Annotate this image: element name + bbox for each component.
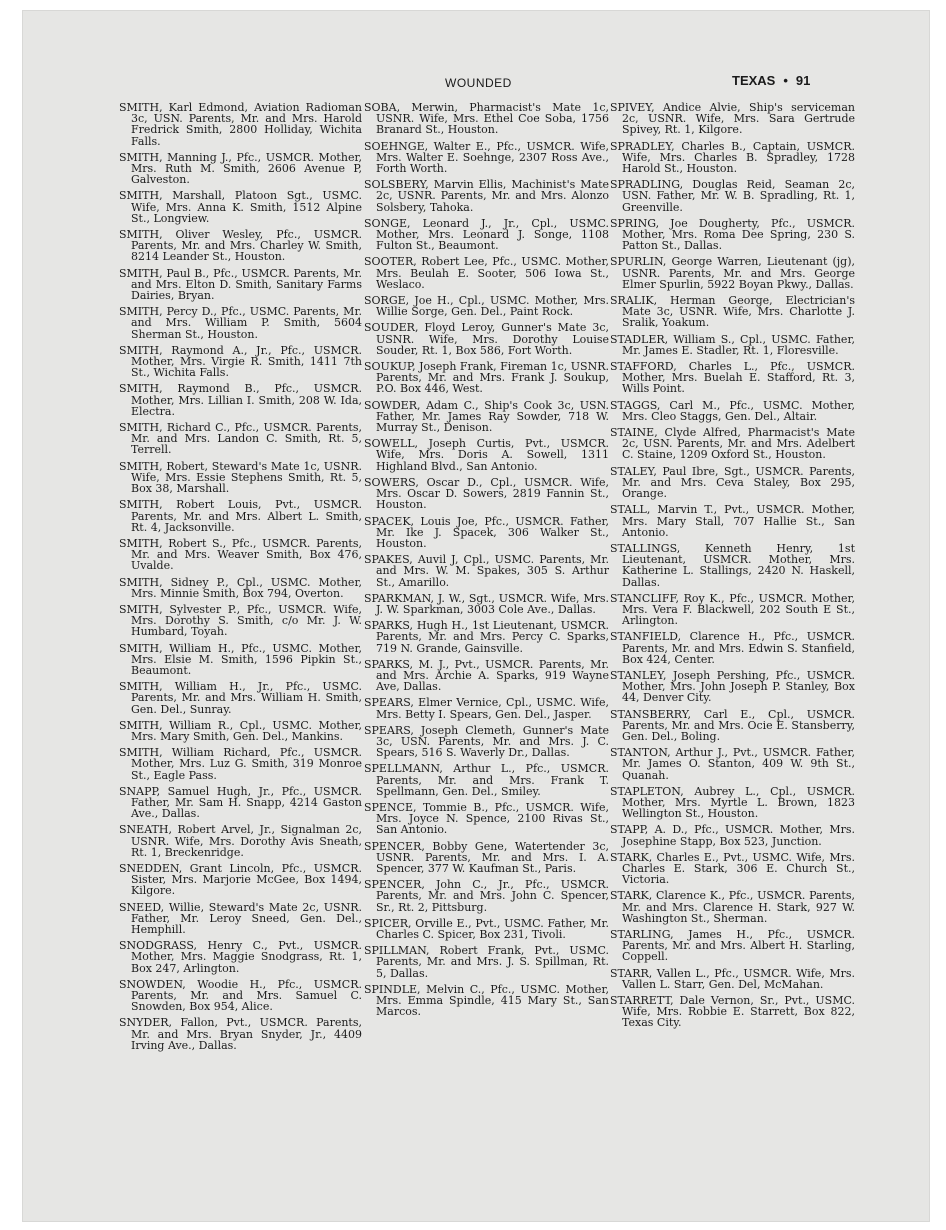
casualty-entry: SPIVEY, Andice Alvie, Ship's serviceman 2c, USNR. Wife, Mrs. Sara Gertrude Spivey, Rt. 1, Kilgore. [610,101,855,137]
casualty-entry: SNODGRASS, Henry C., Pvt., USMCR. Mother, Mrs. Maggie Snodgrass, Rt. 1, Box 247, Arlington. [119,939,362,975]
casualty-entry: SNYDER, Fallon, Pvt., USMCR. Parents, Mr. and Mrs. Bryan Snyder, Jr., 4409 Irving Ave., Dallas. [119,1016,362,1052]
casualty-entry: SMITH, Richard C., Pfc., USMCR. Parents, Mr. and Mrs. Landon C. Smith, Rt. 5, Terrell. [119,421,362,457]
casualty-entry: SMITH, William H., Pfc., USMC. Mother, Mrs. Elsie M. Smith, 1596 Pipkin St., Beaumont. [119,641,362,677]
page-number: 91 [795,73,811,88]
casualty-entry: STARR, Vallen L., Pfc., USMCR. Wife, Mrs. Vallen L. Starr, Gen. Del, McMahan. [610,966,855,991]
casualty-entry: SNEDDEN, Grant Lincoln, Pfc., USMCR. Sister, Mrs. Marjorie McGee, Box 1494, Kilgore. [119,861,362,898]
casualty-entry: SPEARS, Elmer Vernice, Cpl., USMC. Wife, Mrs. Betty I. Spears, Gen. Del., Jasper. [364,696,609,721]
casualty-entry: STANTON, Arthur J., Pvt., USMCR. Father, Mr. James O. Stanton, 409 W. 9th St., Quanah. [610,746,855,782]
casualty-entry: STANSBERRY, Carl E., Cpl., USMCR. Parents, Mr. and Mrs. Ocie E. Stansberry, Gen. Del., Boling. [610,707,855,743]
casualty-entry: SMITH, William H., Jr., Pfc., USMC. Parents, Mr. and Mrs. William H. Smith, Gen. Del., Sunray. [119,680,362,716]
casualty-entry: SMITH, Robert, Steward's Mate 1c, USNR. Wife, Mrs. Essie Stephens Smith, Rt. 5, Box 38, Marshall. [119,459,362,496]
casualty-entry: SPARKS, M. J., Pvt., USMCR. Parents, Mr. and Mrs. Archie A. Sparks, 919 Wayne Ave, Dallas. [364,657,609,694]
casualty-entry: STANFIELD, Clarence H., Pfc., USMCR. Parents, Mr. and Mrs. Edwin S. Stanfield, Box 424, Center. [610,630,855,666]
document-page [22,10,930,1222]
section-heading: WOUNDED [445,76,512,90]
casualty-entry: SOUKUP, Joseph Frank, Fireman 1c, USNR. Parents, Mr. and Mrs. Frank J. Soukup, P.O. Box 446, West. [364,360,609,396]
casualty-entry: STAGGS, Carl M., Pfc., USMC. Mother, Mrs. Cleo Staggs, Gen. Del., Altair. [610,398,855,423]
casualty-entry: SPURLIN, George Warren, Lieutenant (jg), USNR. Parents, Mr. and Mrs. George Elmer Spurlin, 5922 Boyan Pkwy., Dallas. [610,255,855,291]
casualty-entry: STAINE, Clyde Alfred, Pharmacist's Mate 2c, USN. Parents, Mr. and Mrs. Adelbert C. Staine, 1209 Oxford St., Houston. [610,426,855,462]
casualty-entry: STAPLETON, Aubrey L., Cpl., USMCR. Mother, Mrs. Myrtle L. Brown, 1823 Wellington St., Houston. [610,784,855,821]
casualty-entry: SNEATH, Robert Arvel, Jr., Signalman 2c, USNR. Wife, Mrs. Dorothy Avis Sneath, Rt. 1, Breckenridge. [119,823,362,859]
casualty-entry: STALLINGS, Kenneth Henry, 1st Lieutenant, USMCR. Mother, Mrs. Katherine L. Stallings, 2420 N. Haskell, Dallas. [610,541,855,589]
casualty-entry: SOUDER, Floyd Leroy, Gunner's Mate 3c, USNR. Wife, Mrs. Dorothy Louise Souder, Rt. 1, Box 586, Fort Worth. [364,321,609,357]
casualty-entry: STARK, Clarence K., Pfc., USMCR. Parents, Mr. and Mrs. Clarence H. Stark, 927 W. Washington St., Sherman. [610,889,855,925]
casualty-entry: SPARKS, Hugh H., 1st Lieutenant, USMCR. Parents, Mr. and Mrs. Percy C. Sparks, 719 N. Grande, Gainsville. [364,619,609,655]
casualty-entry: SMITH, Robert Louis, Pvt., USMCR. Parents, Mr. and Mrs. Albert L. Smith, Rt. 4, Jacksonville. [119,498,362,534]
casualty-entry: SNEED, Willie, Steward's Mate 2c, USNR. Father, Mr. Leroy Sneed, Gen. Del., Hemphill. [119,900,362,936]
casualty-entry: STARLING, James H., Pfc., USMCR. Parents, Mr. and Mrs. Albert H. Starling, Coppell. [610,928,855,964]
casualty-entry: SMITH, Raymond A., Jr., Pfc., USMCR. Mother, Mrs. Virgie R. Smith, 1411 7th St., Wichita Falls. [119,343,362,380]
casualty-entry: SMITH, Paul B., Pfc., USMCR. Parents, Mr. and Mrs. Elton D. Smith, Sanitary Farms Dairies, Bryan. [119,266,362,303]
casualty-entry: SMITH, William Richard, Pfc., USMCR. Mother, Mrs. Luz G. Smith, 319 Monroe St., Eagle Pass. [119,746,362,782]
casualty-entry: SNAPP, Samuel Hugh, Jr., Pfc., USMCR. Father, Mr. Sam H. Snapp, 4214 Gaston Ave., Dallas. [119,784,362,821]
column-3 [610,102,855,1034]
casualty-entry: SPINDLE, Melvin C., Pfc., USMC. Mother, Mrs. Emma Spindle, 415 Mary St., San Marcos. [364,982,609,1019]
casualty-entry: SPARKMAN, J. W., Sgt., USMCR. Wife, Mrs. J. W. Sparkman, 3003 Cole Ave., Dallas. [364,591,609,616]
casualty-entry: SPRING, Joe Dougherty, Pfc., USMCR. Mother, Mrs. Roma Dee Spring, 230 S. Patton St., Dallas. [610,216,855,253]
casualty-entry: SORGE, Joe H., Cpl., USMC. Mother, Mrs. Willie Sorge, Gen. Del., Paint Rock. [364,294,609,319]
casualty-entry: SMITH, Robert S., Pfc., USMCR. Parents, Mr. and Mrs. Weaver Smith, Box 476, Uvalde. [119,536,362,573]
casualty-entry: SPRADLING, Douglas Reid, Seaman 2c, USN. Father, Mr. W. B. Spradling, Rt. 1, Greenville. [610,178,855,214]
casualty-entry: SPENCER, Bobby Gene, Watertender 3c, USNR. Parents, Mr. and Mrs. I. A. Spencer, 377 W. Kaufman St., Paris. [364,839,609,875]
casualty-entry: SMITH, Sylvester P., Pfc., USMCR. Wife, Mrs. Dorothy S. Smith, c/o Mr. J. W. Humbard, Toyah. [119,602,362,639]
casualty-entry: SPELLMANN, Arthur L., Pfc., USMCR. Parents, Mr. and Mrs. Frank T. Spellmann, Gen. Del., Smiley. [364,762,609,798]
header-bullet: • [783,73,788,88]
running-header [732,73,810,88]
casualty-entry: SMITH, Oliver Wesley, Pfc., USMCR. Parents, Mr. and Mrs. Charley W. Smith, 8214 Leander St., Houston. [119,228,362,264]
casualty-entry: SPACEK, Louis Joe, Pfc., USMCR. Father, Mr. Ike J. Spacek, 306 Walker St., Houston. [364,514,609,550]
casualty-entry: STAFFORD, Charles L., Pfc., USMCR. Mother, Mrs. Buelah E. Stafford, Rt. 3, Wills Point. [610,360,855,396]
casualty-entry: SPICER, Orville E., Pvt., USMC. Father, Mr. Charles C. Spicer, Box 231, Tivoli. [364,916,609,941]
casualty-entry: STADLER, William S., Cpl., USMC. Father, Mr. James E. Stadler, Rt. 1, Floresville. [610,332,855,357]
state-heading: TEXAS [732,73,776,88]
casualty-entry: SPAKES, Auvil J, Cpl., USMC. Parents, Mr. and Mrs. W. M. Spakes, 305 S. Arthur St., Amarillo. [364,553,609,589]
casualty-entry: STANCLIFF, Roy K., Pfc., USMCR. Mother, Mrs. Vera F. Blackwell, 202 South E St., Arlington. [610,591,855,628]
casualty-entry: SMITH, William R., Cpl., USMC. Mother, Mrs. Mary Smith, Gen. Del., Mankins. [119,718,362,743]
casualty-entry: SPENCER, John C., Jr., Pfc., USMCR. Parents, Mr. and Mrs. John C. Spencer, Sr., Rt. 2, Pittsburg. [364,878,609,914]
casualty-entry: STARK, Charles E., Pvt., USMC. Wife, Mrs. Charles E. Stark, 306 E. Church St., Victoria. [610,850,855,887]
casualty-entry: STALL, Marvin T., Pvt., USMCR. Mother, Mrs. Mary Stall, 707 Hallie St., San Antonio. [610,503,855,539]
casualty-entry: SMITH, Marshall, Platoon Sgt., USMC. Wife, Mrs. Anna K. Smith, 1512 Alpine St., Longview. [119,189,362,225]
casualty-entry: SPENCE, Tommie B., Pfc., USMCR. Wife, Mrs. Joyce N. Spence, 2100 Rivas St., San Antonio. [364,800,609,837]
casualty-entry: SOEHNGE, Walter E., Pfc., USMCR. Wife, Mrs. Walter E. Soehnge, 2307 Ross Ave., Forth Worth. [364,139,609,176]
casualty-entry: SPEARS, Joseph Clemeth, Gunner's Mate 3c, USN. Parents, Mr. and Mrs. J. C. Spears, 516 S. Waverly Dr., Dallas. [364,723,609,760]
casualty-entry: SMITH, Karl Edmond, Aviation Radioman 3c, USN. Parents, Mr. and Mrs. Harold Fredrick Smith, 2800 Holliday, Wichita Falls. [119,101,362,148]
casualty-entry: SMITH, Percy D., Pfc., USMC. Parents, Mr. and Mrs. William P. Smith, 5604 Sherman St., Houston. [119,305,362,341]
casualty-entry: SOWDER, Adam C., Ship's Cook 3c, USN. Father, Mr. James Ray Sowder, 718 W. Murray St., Denison. [364,398,609,435]
casualty-entry: SONGE, Leonard J., Jr., Cpl., USMC. Mother, Mrs. Leonard J. Songe, 1108 Fulton St., Beaumont. [364,216,609,253]
casualty-entry: SOWELL, Joseph Curtis, Pvt., USMCR. Wife, Mrs. Doris A. Sowell, 1311 Highland Blvd., San Antonio. [364,437,609,473]
column-2 [364,102,609,1022]
casualty-entry: SRALIK, Herman George, Electrician's Mate 3c, USNR. Wife, Mrs. Charlotte J. Sralik, Yoakum. [610,294,855,330]
casualty-entry: SMITH, Sidney P., Cpl., USMC. Mother, Mrs. Minnie Smith, Box 794, Overton. [119,575,362,600]
casualty-entry: SOWERS, Oscar D., Cpl., USMCR. Wife, Mrs. Oscar D. Sowers, 2819 Fannin St., Houston. [364,475,609,512]
casualty-entry: SMITH, Raymond B., Pfc., USMCR. Mother, Mrs. Lillian I. Smith, 208 W. Ida, Electra. [119,382,362,418]
casualty-entry: SOLSBERY, Marvin Ellis, Machinist's Mate 2c, USNR. Parents, Mr. and Mrs. Alonzo Solsbery, Tahoka. [364,178,609,214]
casualty-entry: STAPP, A. D., Pfc., USMCR. Mother, Mrs. Josephine Stapp, Box 523, Junction. [610,823,855,848]
casualty-entry: STARRETT, Dale Vernon, Sr., Pvt., USMC. Wife, Mrs. Robbie E. Starrett, Box 822, Texas City. [610,994,855,1030]
casualty-entry: SOBA, Merwin, Pharmacist's Mate 1c, USNR. Wife, Mrs. Ethel Coe Soba, 1756 Branard St., Houston. [364,101,609,137]
casualty-entry: SPILLMAN, Robert Frank, Pvt., USMC. Parents, Mr. and Mrs. J. S. Spillman, Rt. 5, Dallas. [364,944,609,980]
column-1 [119,102,362,1056]
casualty-entry: STALEY, Paul Ibre, Sgt., USMCR. Parents, Mr. and Mrs. Ceva Staley, Box 295, Orange. [610,464,855,501]
casualty-entry: SMITH, Manning J., Pfc., USMCR. Mother, Mrs. Ruth M. Smith, 2606 Avenue P, Galveston. [119,150,362,187]
casualty-entry: STANLEY, Joseph Pershing, Pfc., USMCR. Mother, Mrs. John Joseph P. Stanley, Box 44, Denver City. [610,668,855,705]
casualty-entry: SOOTER, Robert Lee, Pfc., USMC. Mother, Mrs. Beulah E. Sooter, 506 Iowa St., Weslaco. [364,255,609,291]
casualty-entry: SNOWDEN, Woodie H., Pfc., USMCR. Parents, Mr. and Mrs. Samuel C. Snowden, Box 954, Alice. [119,977,362,1014]
casualty-entry: SPRADLEY, Charles B., Captain, USMCR. Wife, Mrs. Charles B. Spradley, 1728 Harold St., Houston. [610,139,855,176]
